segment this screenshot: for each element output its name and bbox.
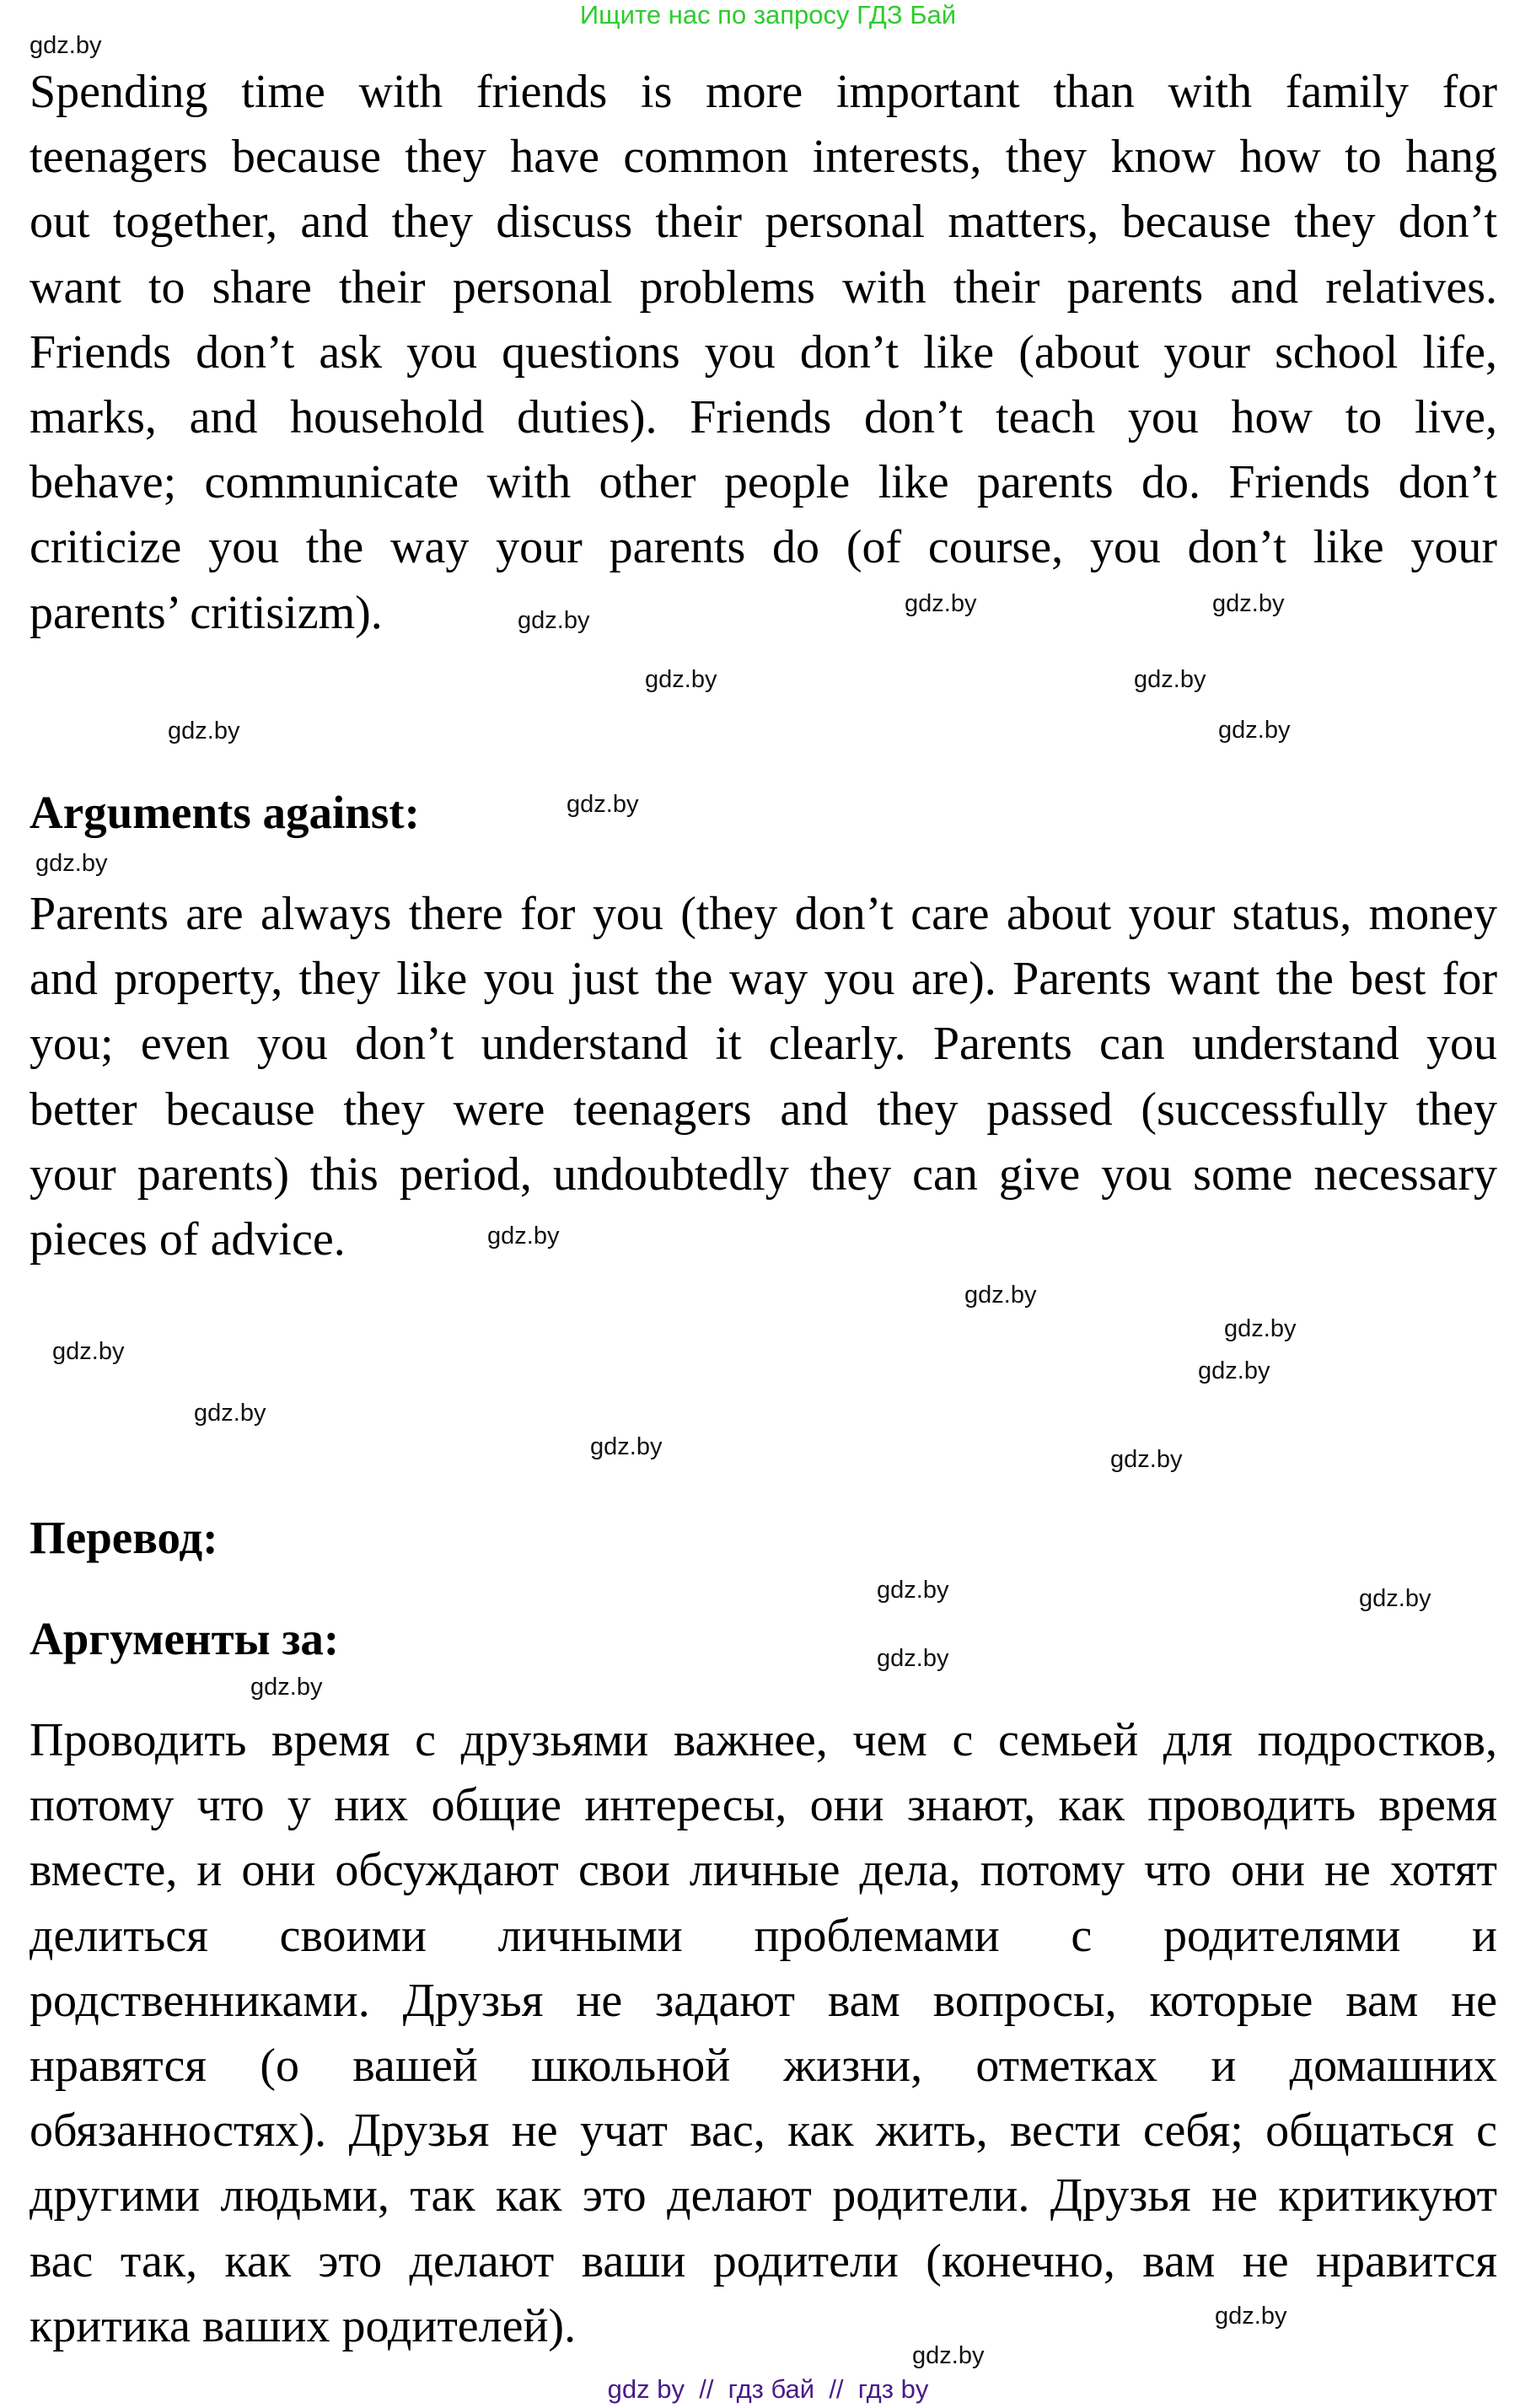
text-line: Spending time with friends is more important than with family for — [30, 66, 1497, 118]
text-line: потому что у них общие интересы, они знают, как проводить время — [30, 1779, 1497, 1832]
watermark: gdz.by — [1215, 2303, 1287, 2330]
heading-arguments-for-ru: Аргументы за: — [30, 1613, 340, 1664]
text-line: better because they were teenagers and they passed (successfully they — [30, 1083, 1497, 1136]
watermark: gdz.by — [567, 791, 639, 818]
text-line: делиться своими личными проблемами с родителями и — [30, 1909, 1497, 1962]
watermark: gdz.by — [1198, 1357, 1270, 1384]
watermark: gdz.by — [194, 1400, 266, 1427]
paragraph-arguments-for — [30, 60, 1497, 646]
heading-arguments-against: Arguments against: — [30, 787, 420, 838]
footer-links: gdz by // гдз бай // гдз by — [607, 2374, 929, 2404]
watermark: gdz.by — [905, 590, 977, 617]
text-line: pieces of advice. — [30, 1212, 346, 1266]
watermark: gdz.by — [250, 1674, 323, 1701]
text-line: Проводить время с друзьями важнее, чем с семьей для подростков, — [30, 1714, 1497, 1766]
paragraph-arguments-against — [30, 882, 1497, 1272]
text-line: критика ваших родителей). — [30, 2299, 577, 2352]
text-line: родственниками. Друзья не задают вам вопросы, которые вам не — [30, 1974, 1497, 2027]
watermark: gdz.by — [645, 666, 717, 693]
watermark: gdz.by — [877, 1577, 949, 1604]
paragraph-arguments-for-ru — [30, 1708, 1497, 2359]
watermark: gdz.by — [52, 1338, 125, 1365]
text-line: you; even you don’t understand it clearly. Parents can understand you — [30, 1018, 1497, 1071]
watermark: gdz.by — [168, 718, 240, 744]
watermark: gdz.by — [1359, 1585, 1431, 1612]
text-line: вместе, и они обсуждают свои личные дела, потому что они не хотят — [30, 1844, 1497, 1897]
watermark: gdz.by — [1134, 666, 1206, 693]
watermark: gdz.by — [964, 1282, 1037, 1309]
watermark: gdz.by — [487, 1223, 560, 1250]
text-line: Friends don’t ask you questions you don’t like (about your school life, — [30, 325, 1497, 379]
watermark: gdz.by — [518, 607, 590, 634]
heading-translation: Перевод: — [30, 1512, 218, 1563]
text-line: другими людьми, так как это делают родители. Друзья не критикуют — [30, 2169, 1497, 2223]
watermark: gdz.by — [1212, 590, 1285, 617]
text-line: criticize you the way your parents do (of course, you don’t like your — [30, 521, 1497, 574]
text-line: and property, they like you just the way you are). Parents want the best for — [30, 953, 1497, 1006]
watermark: gdz.by — [1218, 717, 1291, 744]
watermark: gdz.by — [1224, 1315, 1297, 1342]
text-line: teenagers because they have common interests, they know how to hang — [30, 131, 1497, 184]
text-line: нравятся (о вашей школьной жизни, отметках и домашних — [30, 2039, 1497, 2092]
watermark: gdz.by — [590, 1433, 663, 1460]
text-line: out together, and they discuss their personal matters, because they don’t — [30, 196, 1497, 249]
text-line: Parents are always there for you (they don’t care about your status, money — [30, 888, 1497, 940]
text-line: обязанностях). Друзья не учат вас, как жить, вести себя; общаться с — [30, 2104, 1497, 2158]
text-line: marks, and household duties). Friends don’t teach you how to live, — [30, 390, 1497, 443]
text-line: want to share their personal problems with their parents and relatives. — [30, 261, 1497, 314]
watermark: gdz.by — [877, 1645, 949, 1672]
watermark: gdz.by — [912, 2342, 985, 2369]
text-line: behave; communicate with other people like parents do. Friends don’t — [30, 456, 1497, 509]
search-hint-banner: Ищите нас по запросу ГДЗ Бай — [579, 0, 957, 30]
text-line: parents’ critisizm). — [30, 586, 383, 639]
watermark: gdz.by — [1110, 1446, 1183, 1473]
text-line: your parents) this period, undoubtedly they can give you some necessary — [30, 1148, 1497, 1201]
watermark: gdz.by — [30, 32, 102, 59]
watermark: gdz.by — [35, 850, 108, 877]
text-line: вас так, как это делают ваши родители (конечно, вам не нравится — [30, 2234, 1497, 2287]
